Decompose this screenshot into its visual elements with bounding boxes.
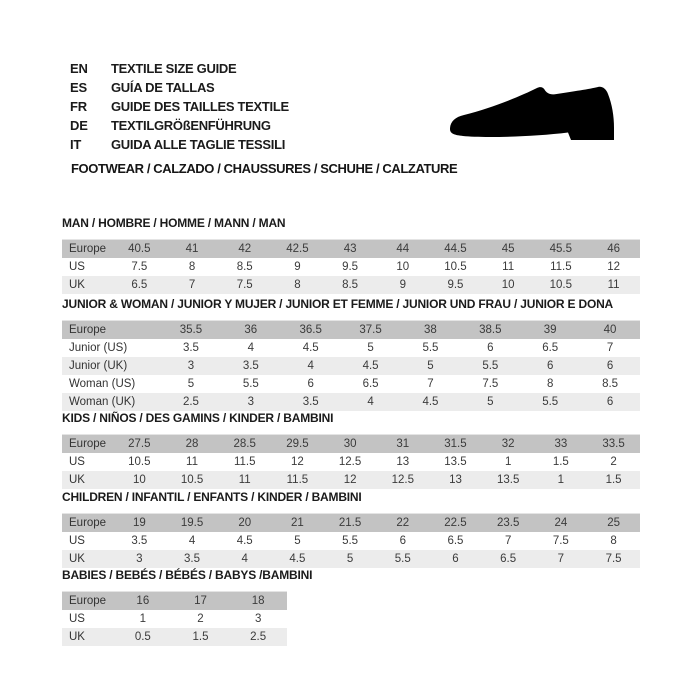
row-label: Junior (US) — [69, 342, 128, 354]
size-cell: 6.5 — [131, 279, 148, 291]
size-cell: 18 — [251, 595, 265, 607]
size-cell: 19.5 — [180, 517, 204, 529]
size-cell: 4.5 — [362, 360, 379, 372]
size-section-babies — [62, 569, 312, 646]
size-cell: 4 — [188, 535, 196, 547]
size-cell: 25 — [607, 517, 620, 529]
size-table-children — [62, 513, 640, 568]
size-cell: 44.5 — [444, 243, 467, 255]
size-cell: 5 — [487, 396, 494, 408]
size-cell: 45 — [501, 243, 515, 255]
table-row — [62, 610, 287, 628]
table-row — [62, 532, 640, 550]
row-label: US — [69, 456, 85, 468]
table-row — [62, 592, 287, 611]
size-cell: 6 — [452, 553, 459, 565]
size-cell: 4.5 — [289, 553, 306, 565]
size-section-children — [62, 491, 640, 568]
language-code: EN — [70, 61, 88, 76]
size-table-title-man: MAN / HOMBRE / HOMME / MANN / MAN — [62, 216, 286, 230]
size-cell: 12 — [291, 456, 304, 468]
category-heading: FOOTWEAR / CALZADO / CHAUSSURES / SCHUHE / CALZATURE — [71, 161, 458, 176]
row-label: UK — [69, 553, 85, 565]
row-label: Europe — [69, 324, 107, 336]
size-cell: 0.5 — [134, 631, 151, 643]
size-cell: 10 — [396, 261, 410, 273]
size-cell: 37.5 — [359, 324, 382, 336]
language-title: TEXTILE SIZE GUIDE — [111, 61, 237, 76]
table-row — [62, 357, 640, 375]
size-cell: 4.5 — [302, 342, 319, 354]
size-cell: 11.5 — [233, 456, 256, 468]
size-cell: 5.5 — [482, 360, 499, 372]
size-cell: 45.5 — [549, 243, 573, 255]
size-cell: 4.5 — [422, 396, 439, 408]
size-cell: 9.5 — [447, 279, 464, 291]
table-row — [62, 514, 640, 533]
size-cell: 3.5 — [131, 535, 148, 547]
size-cell: 36.5 — [299, 324, 322, 336]
size-cell: 4 — [241, 553, 248, 565]
size-cell: 8.5 — [342, 279, 359, 291]
size-cell: 11.5 — [286, 474, 309, 486]
size-cell: 40.5 — [128, 243, 151, 255]
size-cell: 46 — [607, 243, 620, 255]
table-row — [62, 393, 640, 411]
size-cell: 13.5 — [496, 474, 520, 486]
size-cell: 5 — [427, 360, 434, 372]
size-table-title-kids: KIDS / NIÑOS / DES GAMINS / KINDER / BAMBINI — [62, 411, 334, 425]
size-cell: 6.5 — [542, 342, 559, 354]
language-code: IT — [70, 137, 82, 152]
size-cell: 33 — [554, 438, 568, 450]
size-cell: 6.5 — [500, 553, 517, 565]
size-cell: 8 — [610, 535, 617, 547]
size-cell: 8 — [294, 279, 301, 291]
size-cell: 4 — [367, 396, 374, 408]
size-cell: 31 — [396, 438, 410, 450]
size-cell: 41 — [185, 243, 199, 255]
size-cell: 7.5 — [552, 535, 569, 547]
size-cell: 8.5 — [602, 378, 619, 390]
size-cell: 5 — [294, 535, 301, 547]
table-row — [62, 453, 640, 471]
size-cell: 39 — [543, 324, 557, 336]
table-row — [62, 276, 640, 294]
language-code: ES — [70, 80, 87, 95]
size-cell: 6 — [606, 360, 614, 372]
size-cell: 6 — [606, 396, 614, 408]
size-cell: 31.5 — [444, 438, 467, 450]
size-cell: 3.5 — [242, 360, 259, 372]
size-cell: 4 — [247, 342, 255, 354]
size-cell: 1 — [139, 613, 147, 625]
size-cell: 11 — [607, 279, 620, 291]
size-cell: 28.5 — [233, 438, 256, 450]
size-section-junior — [62, 298, 640, 411]
size-cell: 21.5 — [338, 517, 362, 529]
size-cell: 6 — [399, 535, 406, 547]
size-cell: 5.5 — [394, 553, 411, 565]
size-cell: 32 — [501, 438, 515, 450]
size-tables — [62, 0, 700, 700]
size-cell: 35.5 — [179, 324, 203, 336]
size-cell: 16 — [136, 595, 150, 607]
size-cell: 2 — [197, 613, 204, 625]
size-cell: 3.5 — [182, 342, 199, 354]
row-label: UK — [69, 474, 85, 486]
size-cell: 7 — [557, 553, 565, 565]
size-cell: 6.5 — [362, 378, 379, 390]
size-cell: 7.5 — [131, 261, 148, 273]
size-cell: 5 — [367, 342, 374, 354]
size-cell: 13 — [449, 474, 462, 486]
size-cell: 10 — [132, 474, 146, 486]
size-cell: 38 — [424, 324, 437, 336]
size-cell: 10.5 — [180, 474, 204, 486]
size-section-kids — [62, 412, 640, 489]
size-cell: 12 — [607, 261, 620, 273]
size-cell: 42.5 — [286, 243, 309, 255]
size-cell: 3 — [254, 613, 262, 625]
size-cell: 4 — [307, 360, 314, 372]
row-label: UK — [69, 631, 85, 643]
size-table-babies — [62, 591, 287, 646]
size-cell: 21 — [291, 517, 304, 529]
size-cell: 6 — [307, 378, 314, 390]
size-cell: 40 — [603, 324, 617, 336]
size-cell: 11.5 — [550, 261, 572, 273]
size-cell: 5.5 — [422, 342, 439, 354]
size-cell: 19 — [132, 517, 146, 529]
table-row — [62, 628, 287, 646]
size-cell: 33.5 — [602, 438, 625, 450]
size-cell: 3.5 — [184, 553, 201, 565]
size-cell: 17 — [194, 595, 207, 607]
size-cell: 12 — [343, 474, 357, 486]
language-title: GUIDA ALLE TAGLIE TESSILI — [111, 137, 286, 152]
size-cell: 5.5 — [542, 396, 559, 408]
table-row — [62, 375, 640, 393]
size-cell: 9.5 — [342, 261, 359, 273]
size-cell: 3.5 — [302, 396, 319, 408]
size-cell: 22 — [396, 517, 410, 529]
size-cell: 10.5 — [128, 456, 151, 468]
size-cell: 5 — [346, 553, 354, 565]
row-label: Woman (US) — [69, 378, 136, 390]
row-label: Junior (UK) — [69, 360, 128, 372]
table-row — [62, 471, 640, 489]
size-cell: 30 — [343, 438, 357, 450]
size-cell: 44 — [396, 243, 410, 255]
table-row — [62, 339, 640, 357]
size-cell: 8.5 — [236, 261, 253, 273]
row-label: US — [69, 535, 85, 547]
size-cell: 1 — [504, 456, 512, 468]
size-cell: 27.5 — [128, 438, 151, 450]
size-cell: 2.5 — [250, 631, 267, 643]
size-cell: 3 — [247, 396, 255, 408]
row-label: US — [69, 613, 85, 625]
size-table-junior — [62, 320, 640, 411]
row-label: Europe — [69, 595, 107, 607]
size-cell: 28 — [185, 438, 199, 450]
size-cell: 43 — [343, 243, 357, 255]
size-cell: 12.5 — [391, 474, 414, 486]
row-label: UK — [69, 279, 85, 291]
size-cell: 11 — [238, 474, 251, 486]
row-label: Europe — [69, 243, 107, 255]
table-row — [62, 435, 640, 454]
row-label: Europe — [69, 438, 107, 450]
language-title: TEXTILGRÖßENFÜHRUNG — [111, 118, 271, 133]
size-cell: 6.5 — [447, 535, 464, 547]
size-cell: 13.5 — [444, 456, 467, 468]
size-table-title-junior: JUNIOR & WOMAN / JUNIOR Y MUJER / JUNIOR ET FEMME / JUNIOR UND FRAU / JUNIOR E DONA — [62, 297, 614, 311]
row-label: US — [69, 261, 85, 273]
size-cell: 7.5 — [482, 378, 499, 390]
size-cell: 1.5 — [605, 474, 622, 486]
size-cell: 10 — [501, 279, 515, 291]
size-cell: 12.5 — [338, 456, 362, 468]
size-table-man — [62, 239, 640, 294]
size-cell: 9 — [294, 261, 301, 273]
size-table-title-children: CHILDREN / INFANTIL / ENFANTS / KINDER / BAMBINI — [62, 490, 362, 504]
size-cell: 38.5 — [479, 324, 502, 336]
size-cell: 8 — [546, 378, 554, 390]
size-cell: 1 — [557, 474, 565, 486]
size-table-title-babies: BABIES / BEBÉS / BÉBÉS / BABYS /BAMBINI — [62, 568, 313, 582]
size-cell: 11 — [502, 261, 515, 273]
table-row — [62, 550, 640, 568]
size-cell: 1.5 — [552, 456, 569, 468]
size-table-kids — [62, 434, 640, 489]
size-cell: 10.5 — [549, 279, 573, 291]
row-label: Europe — [69, 517, 107, 529]
size-cell: 22.5 — [444, 517, 467, 529]
size-cell: 7 — [504, 535, 512, 547]
size-cell: 6 — [546, 360, 554, 372]
size-cell: 11 — [186, 456, 198, 468]
size-cell: 3 — [136, 553, 143, 565]
row-label: Woman (UK) — [69, 396, 136, 408]
size-cell: 36 — [244, 324, 258, 336]
language-title: GUIDE DES TAILLES TEXTILE — [111, 99, 289, 114]
table-row — [62, 258, 640, 276]
size-cell: 5 — [187, 378, 195, 390]
size-section-man — [62, 217, 640, 294]
size-cell: 7.5 — [605, 553, 622, 565]
size-cell: 4.5 — [236, 535, 253, 547]
size-cell: 2.5 — [182, 396, 199, 408]
size-cell: 7.5 — [236, 279, 253, 291]
size-cell: 7 — [606, 342, 614, 354]
size-cell: 1.5 — [192, 631, 209, 643]
size-cell: 8 — [188, 261, 196, 273]
size-cell: 3 — [187, 360, 195, 372]
size-cell: 2 — [610, 456, 617, 468]
language-code: DE — [70, 118, 88, 133]
size-cell: 6 — [487, 342, 494, 354]
size-cell: 20 — [238, 517, 252, 529]
table-row — [62, 321, 640, 340]
language-code: FR — [70, 99, 87, 114]
size-cell: 7 — [188, 279, 196, 291]
table-row — [62, 240, 640, 259]
size-cell: 29.5 — [286, 438, 309, 450]
language-title: GUÍA DE TALLAS — [111, 80, 215, 95]
size-cell: 24 — [554, 517, 568, 529]
size-cell: 9 — [399, 279, 406, 291]
size-cell: 5.5 — [342, 535, 359, 547]
size-cell: 42 — [238, 243, 252, 255]
size-cell: 7 — [427, 378, 434, 390]
size-cell: 23.5 — [496, 517, 520, 529]
size-cell: 13 — [396, 456, 410, 468]
size-cell: 10.5 — [444, 261, 467, 273]
size-cell: 5.5 — [242, 378, 259, 390]
